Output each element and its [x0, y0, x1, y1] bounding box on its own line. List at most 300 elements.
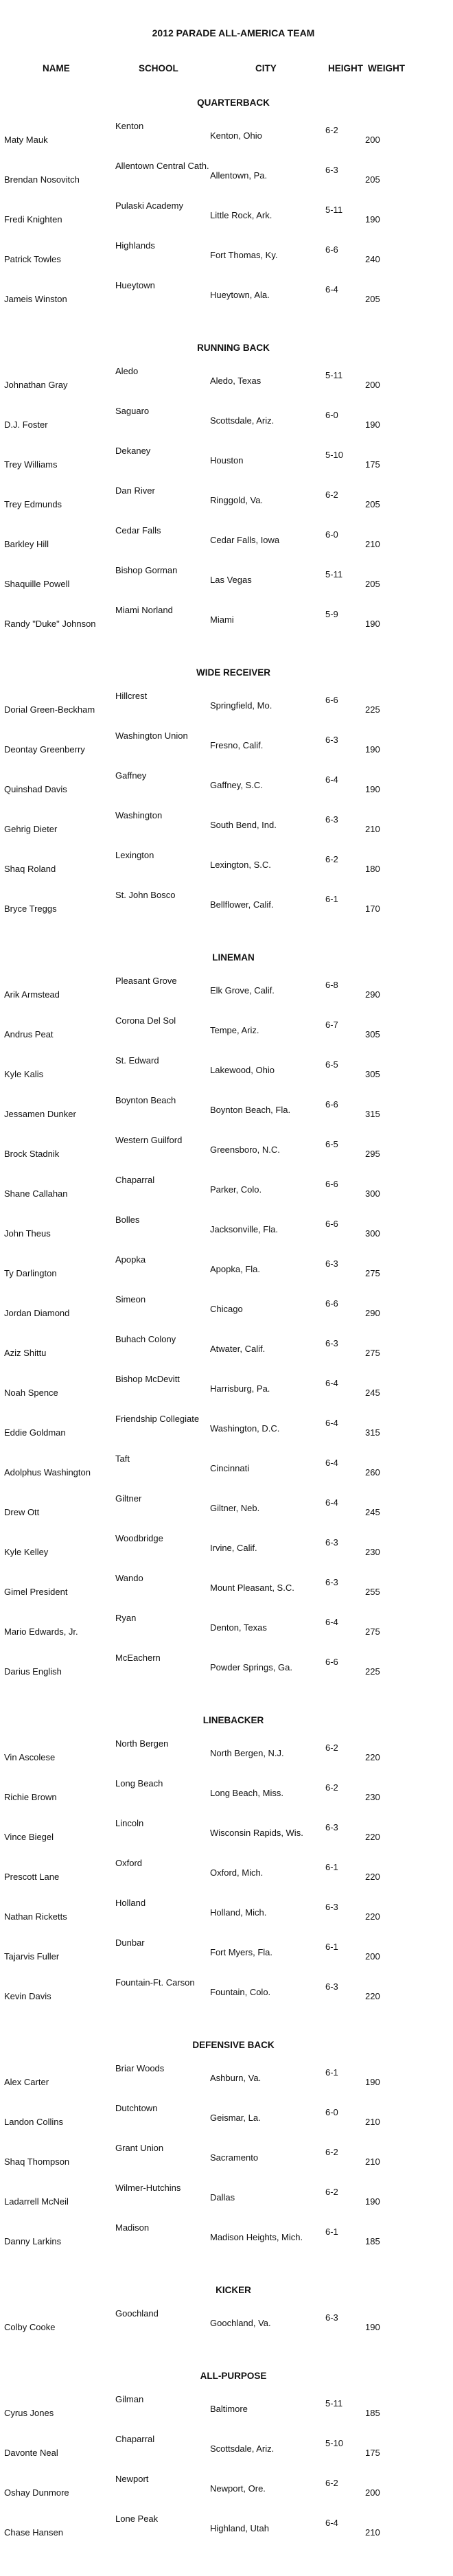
roster-sections	[0, 97, 453, 2550]
player-height: 6-2	[325, 854, 338, 864]
position-section	[0, 2285, 453, 2345]
player-name: Landon Collins	[4, 2117, 64, 2127]
player-name: Colby Cooke	[4, 2322, 56, 2332]
player-school: Holland	[115, 1898, 146, 1908]
player-height: 6-2	[325, 2187, 338, 2197]
player-school: Lone Peak	[115, 2514, 159, 2524]
player-city: Bellflower, Calif.	[210, 899, 274, 910]
player-row	[0, 1211, 453, 1251]
player-school: North Bergen	[115, 1738, 169, 1749]
player-name: Bryce Treggs	[4, 904, 57, 914]
player-school: Fountain-Ft. Carson	[115, 1977, 195, 1988]
player-school: Hueytown	[115, 280, 155, 290]
section-title: DEFENSIVE BACK	[192, 2040, 275, 2050]
player-height: 6-5	[325, 1059, 338, 1070]
player-weight: 210	[365, 2157, 380, 2167]
player-height: 6-6	[325, 695, 338, 705]
player-school: Washington	[115, 810, 163, 820]
player-city: Madison Heights, Mich.	[210, 2232, 303, 2242]
player-city: Jacksonville, Fla.	[210, 1224, 278, 1234]
player-name: Fredi Knighten	[4, 214, 62, 225]
player-school: Lexington	[115, 850, 154, 860]
player-row	[0, 1171, 453, 1211]
player-weight: 175	[365, 2448, 380, 2458]
player-weight: 245	[365, 1507, 380, 1517]
player-weight: 220	[365, 1832, 380, 1842]
player-height: 6-4	[325, 1458, 338, 1468]
player-city: Sacramento	[210, 2152, 259, 2163]
player-weight: 190	[365, 784, 380, 794]
player-height: 6-3	[325, 165, 338, 175]
player-city: Holland, Mich.	[210, 1907, 267, 1918]
player-school: Taft	[115, 1453, 130, 1464]
player-row	[0, 767, 453, 807]
position-section	[0, 1715, 453, 2014]
player-weight: 205	[365, 294, 380, 304]
player-city: Scottsdale, Ariz.	[210, 2443, 275, 2454]
position-section	[0, 97, 453, 317]
player-city: Apopka, Fla.	[210, 1264, 260, 1274]
player-height: 6-0	[325, 410, 338, 420]
player-city: Las Vegas	[210, 575, 252, 585]
player-city: Boynton Beach, Fla.	[210, 1105, 291, 1115]
player-name: Brendan Nosovitch	[4, 174, 80, 185]
player-school: Long Beach	[115, 1778, 163, 1789]
player-name: Vince Biegel	[4, 1832, 54, 1842]
player-weight: 255	[365, 1587, 380, 1597]
player-school: Newport	[115, 2474, 149, 2484]
player-name: Dorial Green-Beckham	[4, 704, 95, 715]
player-city: Cedar Falls, Iowa	[210, 535, 280, 545]
player-height: 6-2	[325, 490, 338, 500]
player-row	[0, 2470, 453, 2510]
player-row	[0, 2430, 453, 2470]
player-city: Dallas	[210, 2192, 235, 2203]
player-city: Cincinnati	[210, 1463, 250, 1473]
player-name: Kevin Davis	[4, 1991, 51, 2001]
player-row	[0, 847, 453, 886]
player-school: Simeon	[115, 1294, 146, 1304]
player-row	[0, 1410, 453, 1450]
section-title: LINEBACKER	[202, 1715, 264, 1725]
column-headers	[0, 63, 453, 78]
position-section	[0, 2371, 453, 2550]
player-weight: 180	[365, 864, 380, 874]
player-name: Arik Armstead	[4, 989, 60, 1000]
player-height: 6-3	[325, 1258, 338, 1269]
header-weight: WEIGHT	[368, 63, 405, 73]
player-height: 5-10	[325, 450, 344, 460]
player-school: McEachern	[115, 1653, 161, 1663]
player-name: Drew Ott	[4, 1507, 40, 1517]
player-city: Denton, Texas	[210, 1622, 267, 1633]
player-weight: 275	[365, 1348, 380, 1358]
player-city: Allentown, Pa.	[210, 170, 268, 181]
player-city: Harrisburg, Pa.	[210, 1383, 270, 1394]
section-title: QUARTERBACK	[197, 97, 270, 108]
player-weight: 190	[365, 419, 380, 430]
player-city: Fountain, Colo.	[210, 1987, 271, 1997]
player-school: Gaffney	[115, 770, 147, 781]
player-height: 6-3	[325, 1902, 338, 1912]
player-city: Wisconsin Rapids, Wis.	[210, 1828, 303, 1838]
player-name: Maty Mauk	[4, 135, 48, 145]
player-name: Gehrig Dieter	[4, 824, 58, 834]
player-row	[0, 1934, 453, 1974]
player-height: 6-4	[325, 1378, 338, 1388]
player-name: Johnathan Gray	[4, 380, 68, 390]
header-city: CITY	[255, 63, 277, 73]
player-row	[0, 1331, 453, 1370]
player-height: 6-1	[325, 1942, 338, 1952]
player-height: 6-2	[325, 1782, 338, 1793]
player-row	[0, 2060, 453, 2100]
player-row	[0, 237, 453, 277]
player-weight: 205	[365, 174, 380, 185]
player-school: Bishop McDevitt	[115, 1374, 180, 1384]
player-height: 6-6	[325, 1179, 338, 1189]
player-name: Noah Spence	[4, 1388, 58, 1398]
player-height: 6-3	[325, 1981, 338, 1992]
player-city: Mount Pleasant, S.C.	[210, 1583, 294, 1593]
player-name: Deontay Greenberry	[4, 744, 85, 755]
player-weight: 200	[365, 135, 380, 145]
player-school: Corona Del Sol	[115, 1015, 176, 1026]
player-school: Briar Woods	[115, 2063, 165, 2073]
player-height: 6-4	[325, 1497, 338, 1508]
player-school: Madison	[115, 2222, 150, 2233]
player-row	[0, 117, 453, 157]
player-weight: 205	[365, 579, 380, 589]
player-city: Oxford, Mich.	[210, 1867, 264, 1878]
player-row	[0, 562, 453, 601]
player-weight: 295	[365, 1149, 380, 1159]
player-school: Miami Norland	[115, 605, 173, 615]
player-name: Tajarvis Fuller	[4, 1951, 60, 1962]
player-row	[0, 157, 453, 197]
player-height: 6-1	[325, 2067, 338, 2078]
player-row	[0, 2219, 453, 2259]
section-title: LINEMAN	[212, 952, 255, 963]
player-city: Hueytown, Ala.	[210, 290, 270, 300]
player-name: John Theus	[4, 1228, 51, 1239]
player-name: Shaq Thompson	[4, 2157, 70, 2167]
player-name: Aziz Shittu	[4, 1348, 47, 1358]
player-school: Western Guilford	[115, 1135, 183, 1145]
player-name: Gimel President	[4, 1587, 68, 1597]
player-school: Buhach Colony	[115, 1334, 176, 1344]
player-weight: 190	[365, 619, 380, 629]
player-row	[0, 2510, 453, 2550]
player-city: South Bend, Ind.	[210, 820, 277, 830]
player-height: 6-4	[325, 774, 338, 785]
player-height: 6-6	[325, 1298, 338, 1309]
player-school: Ryan	[115, 1613, 137, 1623]
page-title: 2012 PARADE ALL-AMERICA TEAM	[152, 27, 315, 38]
player-row	[0, 886, 453, 926]
player-name: Cyrus Jones	[4, 2408, 54, 2418]
player-weight: 275	[365, 1626, 380, 1637]
player-weight: 200	[365, 380, 380, 390]
player-height: 6-3	[325, 735, 338, 745]
player-school: Giltner	[115, 1493, 142, 1504]
player-school: Bishop Gorman	[115, 565, 178, 575]
player-city: Aledo, Texas	[210, 376, 262, 386]
player-name: Oshay Dunmore	[4, 2487, 69, 2498]
player-row	[0, 727, 453, 767]
player-height: 6-8	[325, 980, 338, 990]
player-row	[0, 1815, 453, 1854]
player-name: Danny Larkins	[4, 2236, 62, 2246]
player-row	[0, 1251, 453, 1291]
player-weight: 210	[365, 824, 380, 834]
player-city: Goochland, Va.	[210, 2318, 271, 2328]
player-city: Powder Springs, Ga.	[210, 1662, 292, 1672]
player-row	[0, 1490, 453, 1530]
player-name: Vin Ascolese	[4, 1752, 56, 1762]
player-weight: 220	[365, 1991, 380, 2001]
player-weight: 220	[365, 1872, 380, 1882]
player-height: 6-1	[325, 2227, 338, 2237]
player-weight: 185	[365, 2408, 380, 2418]
player-city: Tempe, Ariz.	[210, 1025, 259, 1035]
player-school: Aledo	[115, 366, 139, 376]
player-weight: 230	[365, 1547, 380, 1557]
player-row	[0, 1569, 453, 1609]
player-height: 6-2	[325, 2478, 338, 2488]
player-height: 6-2	[325, 125, 338, 135]
player-school: Apopka	[115, 1254, 146, 1265]
player-row	[0, 2100, 453, 2139]
player-height: 6-5	[325, 1139, 338, 1149]
player-row	[0, 1974, 453, 2014]
player-school: Saguaro	[115, 406, 150, 416]
player-school: Dunbar	[115, 1937, 145, 1948]
player-weight: 300	[365, 1228, 380, 1239]
player-city: Lexington, S.C.	[210, 860, 271, 870]
player-weight: 230	[365, 1792, 380, 1802]
player-city: Kenton, Ohio	[210, 130, 262, 141]
player-school: Gilman	[115, 2394, 144, 2404]
player-height: 6-3	[325, 1577, 338, 1587]
player-height: 6-7	[325, 1020, 338, 1030]
player-school: St. John Bosco	[115, 890, 176, 900]
player-row	[0, 807, 453, 847]
player-name: Quinshad Davis	[4, 784, 67, 794]
player-row	[0, 277, 453, 317]
player-city: Chicago	[210, 1304, 243, 1314]
player-city: Fort Myers, Fla.	[210, 1947, 273, 1957]
player-city: Elk Grove, Calif.	[210, 985, 275, 996]
player-name: Mario Edwards, Jr.	[4, 1626, 78, 1637]
player-row	[0, 1131, 453, 1171]
player-row	[0, 1649, 453, 1689]
player-name: Patrick Towles	[4, 254, 61, 264]
player-height: 6-6	[325, 1099, 338, 1109]
player-city: Parker, Colo.	[210, 1184, 262, 1195]
position-section	[0, 343, 453, 641]
player-row	[0, 1450, 453, 1490]
player-city: Highland, Utah	[210, 2523, 269, 2533]
player-city: Atwater, Calif.	[210, 1344, 266, 1354]
player-name: Ladarrell McNeil	[4, 2196, 69, 2207]
player-row	[0, 1530, 453, 1569]
player-school: St. Edward	[115, 1055, 159, 1066]
player-city: Newport, Ore.	[210, 2483, 266, 2494]
player-height: 6-3	[325, 1537, 338, 1548]
player-weight: 185	[365, 2236, 380, 2246]
player-weight: 220	[365, 1911, 380, 1922]
player-weight: 305	[365, 1029, 380, 1039]
player-school: Pulaski Academy	[115, 200, 183, 211]
player-city: Little Rock, Ark.	[210, 210, 272, 220]
player-name: Randy "Duke" Johnson	[4, 619, 96, 629]
player-row	[0, 1092, 453, 1131]
player-city: Gaffney, S.C.	[210, 780, 263, 790]
player-weight: 225	[365, 1666, 380, 1677]
section-title: ALL-PURPOSE	[200, 2371, 267, 2381]
player-weight: 190	[365, 2196, 380, 2207]
player-city: Houston	[210, 455, 244, 465]
player-name: Alex Carter	[4, 2077, 49, 2087]
player-city: Fort Thomas, Ky.	[210, 250, 278, 260]
player-school: Allentown Central Cath.	[115, 161, 209, 171]
player-height: 6-4	[325, 2518, 338, 2528]
player-row	[0, 1775, 453, 1815]
player-weight: 315	[365, 1427, 380, 1438]
player-weight: 190	[365, 214, 380, 225]
player-weight: 205	[365, 499, 380, 509]
player-name: Jameis Winston	[4, 294, 67, 304]
player-weight: 305	[365, 1069, 380, 1079]
player-city: Ashburn, Va.	[210, 2073, 262, 2083]
player-height: 6-4	[325, 1418, 338, 1428]
player-school: Highlands	[115, 240, 155, 251]
player-name: Eddie Goldman	[4, 1427, 66, 1438]
player-city: Giltner, Neb.	[210, 1503, 260, 1513]
player-name: Richie Brown	[4, 1792, 57, 1802]
position-section	[0, 2040, 453, 2259]
player-height: 6-2	[325, 2147, 338, 2157]
player-name: Adolphus Washington	[4, 1467, 91, 1477]
player-row	[0, 442, 453, 482]
player-weight: 200	[365, 1951, 380, 1962]
player-row	[0, 522, 453, 562]
player-school: Hillcrest	[115, 691, 148, 701]
player-school: Dutchtown	[115, 2103, 158, 2113]
player-height: 6-0	[325, 529, 338, 540]
player-row	[0, 601, 453, 641]
player-city: Miami	[210, 614, 234, 625]
player-name: Jessamen Dunker	[4, 1109, 76, 1119]
player-weight: 210	[365, 539, 380, 549]
header-height: HEIGHT	[328, 63, 364, 73]
player-city: Long Beach, Miss.	[210, 1788, 283, 1798]
player-name: Prescott Lane	[4, 1872, 60, 1882]
player-weight: 210	[365, 2527, 380, 2538]
player-school: Woodbridge	[115, 1533, 163, 1543]
player-name: Shane Callahan	[4, 1188, 68, 1199]
player-row	[0, 1894, 453, 1934]
player-row	[0, 1291, 453, 1331]
player-row	[0, 2179, 453, 2219]
player-height: 5-11	[325, 370, 343, 380]
header-school: SCHOOL	[139, 63, 178, 73]
player-name: Kyle Kalis	[4, 1069, 44, 1079]
player-weight: 170	[365, 904, 380, 914]
player-school: Oxford	[115, 1858, 143, 1868]
player-school: Dekaney	[115, 446, 151, 456]
player-name: Ty Darlington	[4, 1268, 57, 1278]
player-height: 5-9	[325, 609, 338, 619]
player-row	[0, 482, 453, 522]
player-name: Kyle Kelley	[4, 1547, 49, 1557]
player-weight: 190	[365, 2322, 380, 2332]
player-height: 5-10	[325, 2438, 344, 2448]
player-weight: 200	[365, 2487, 380, 2498]
player-name: Trey Williams	[4, 459, 58, 470]
player-name: Darius English	[4, 1666, 62, 1677]
player-weight: 275	[365, 1268, 380, 1278]
section-title: RUNNING BACK	[197, 343, 270, 353]
player-height: 6-1	[325, 1862, 338, 1872]
player-city: Lakewood, Ohio	[210, 1065, 275, 1075]
player-school: Chaparral	[115, 1175, 155, 1185]
player-height: 5-11	[325, 205, 343, 215]
header-name: NAME	[43, 63, 70, 73]
player-weight: 190	[365, 2077, 380, 2087]
section-title: WIDE RECEIVER	[196, 667, 270, 678]
player-school: Cedar Falls	[115, 525, 161, 536]
player-school: Friendship Collegiate	[115, 1414, 200, 1424]
player-row	[0, 1735, 453, 1775]
player-height: 5-11	[325, 2398, 343, 2408]
player-name: Davonte Neal	[4, 2448, 58, 2458]
player-weight: 240	[365, 254, 380, 264]
player-city: Ringgold, Va.	[210, 495, 264, 505]
player-city: Washington, D.C.	[210, 1423, 280, 1434]
player-weight: 175	[365, 459, 380, 470]
player-height: 6-2	[325, 1743, 338, 1753]
player-city: Springfield, Mo.	[210, 700, 272, 711]
player-height: 6-3	[325, 1822, 338, 1832]
player-row	[0, 1370, 453, 1410]
player-row	[0, 402, 453, 442]
player-height: 6-3	[325, 2312, 338, 2323]
player-name: Jordan Diamond	[4, 1308, 70, 1318]
player-weight: 290	[365, 1308, 380, 1318]
player-row	[0, 972, 453, 1012]
player-height: 6-6	[325, 1219, 338, 1229]
player-weight: 225	[365, 704, 380, 715]
position-section	[0, 952, 453, 1689]
player-row	[0, 1609, 453, 1649]
player-row	[0, 2305, 453, 2345]
player-school: Kenton	[115, 121, 144, 131]
player-city: North Bergen, N.J.	[210, 1748, 284, 1758]
player-school: Boynton Beach	[115, 1095, 176, 1105]
player-weight: 190	[365, 744, 380, 755]
player-height: 6-6	[325, 244, 338, 255]
player-name: Brock Stadnik	[4, 1149, 60, 1159]
player-weight: 300	[365, 1188, 380, 1199]
player-school: Washington Union	[115, 731, 188, 741]
player-height: 6-6	[325, 1657, 338, 1667]
player-school: Chaparral	[115, 2434, 155, 2444]
player-weight: 315	[365, 1109, 380, 1119]
player-city: Fresno, Calif.	[210, 740, 264, 750]
player-name: Shaquille Powell	[4, 579, 70, 589]
